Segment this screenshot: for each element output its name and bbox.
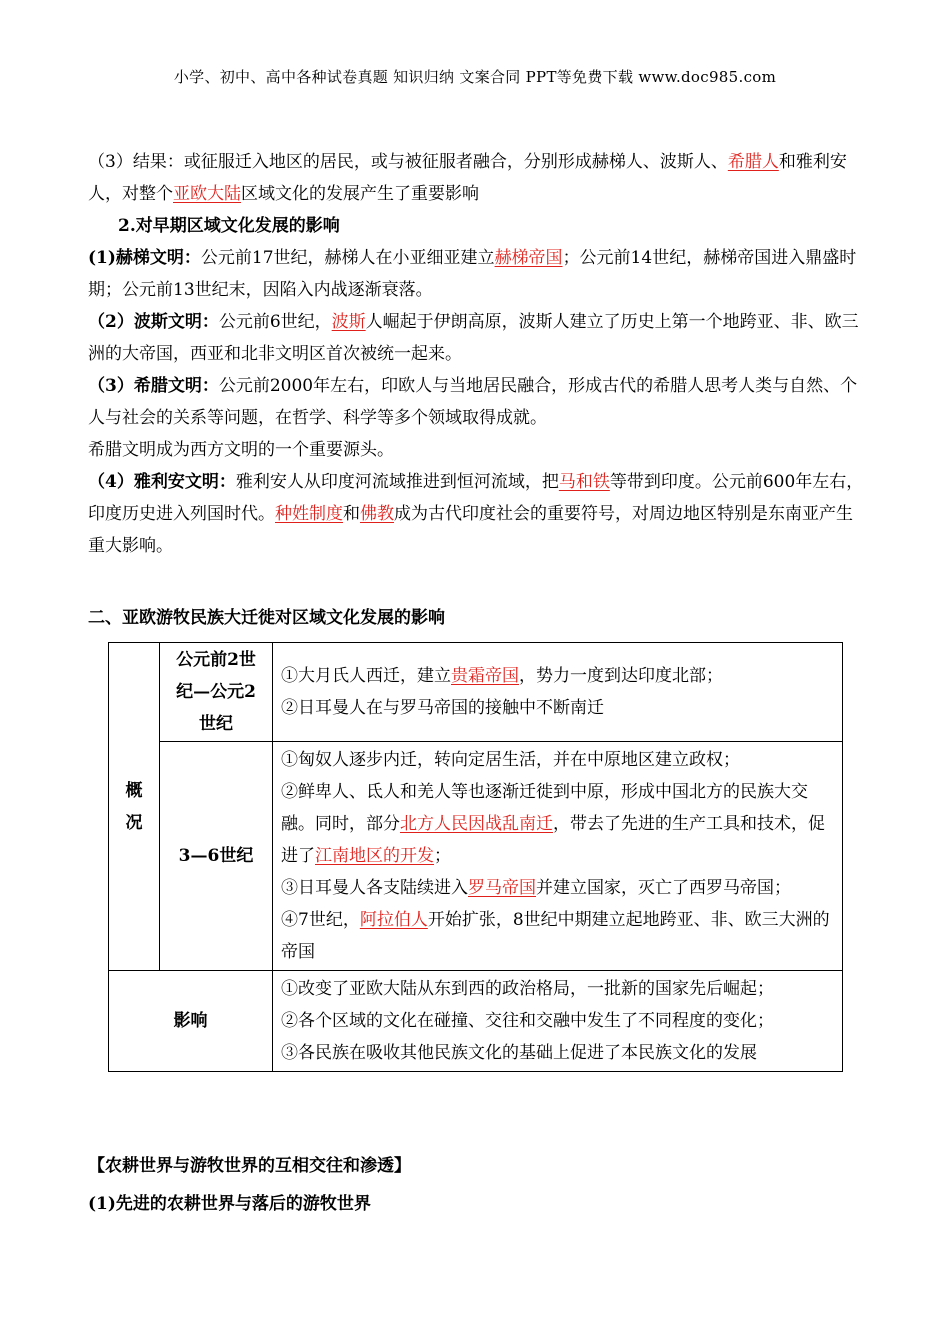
document-body <box>88 146 868 634</box>
table-line: ②各个区域的文化在碰撞、交往和交融中发生了不同程度的变化； <box>281 1011 774 1031</box>
text: 公元前6世纪， <box>218 312 332 332</box>
bottom-title: 【农耕世界与游牧世界的互相交往和渗透】 <box>88 1156 411 1176</box>
text: 开始扩张，8世纪中期建立起地跨亚、非、欧三大洲的帝国 <box>281 910 830 962</box>
text: ①大月氏人西迁，建立 <box>281 666 451 686</box>
text: ，势力一度到达印度北部； <box>519 666 723 686</box>
table-line: ②日耳曼人在与罗马帝国的接触中不断南迁 <box>281 698 604 718</box>
paragraph-greek-source: 希腊文明成为西方文明的一个重要源头。 <box>88 440 394 460</box>
table-line: ①匈奴人逐步内迁，转向定居生活，并在中原地区建立政权； <box>281 750 740 770</box>
text: 公元前17世纪，赫梯人在小亚细亚建立 <box>200 248 495 268</box>
bottom-section <box>88 1150 411 1220</box>
text: ③日耳曼人各支陆续进入 <box>281 878 468 898</box>
label: （2）波斯文明： <box>88 312 219 332</box>
text: 区域文化的发展产生了重要影响 <box>241 184 479 204</box>
highlight-greek: 希腊人 <box>727 152 779 172</box>
highlight-hittite-empire: 赫梯帝国 <box>494 248 563 268</box>
highlight-persia: 波斯 <box>331 312 366 332</box>
section-heading-migration: 二、亚欧游牧民族大迁徙对区域文化发展的影响 <box>88 608 445 628</box>
highlight-arabs: 阿拉伯人 <box>359 910 428 930</box>
period-cell-1 <box>160 643 273 742</box>
label: (1)赫梯文明： <box>88 248 201 268</box>
text: ④7世纪， <box>281 910 360 930</box>
highlight-roman-empire: 罗马帝国 <box>468 878 536 898</box>
text: 公元前2000年左右，印欧人与当地居民融合，形成古代的希腊人思考人类与自然、个人与社会的关系等问题，在哲学、科学等多个领域取得成就。 <box>88 376 858 428</box>
impact-label-cell: 影响 <box>109 971 273 1072</box>
highlight-south-migration: 北方人民因战乱南迁 <box>400 814 553 834</box>
overview-label: 概况 <box>125 780 143 833</box>
impact-content <box>273 971 843 1072</box>
text: 雅利安人从印度河流域推进到恒河流域，把 <box>235 472 559 492</box>
period-content-1 <box>273 643 843 742</box>
text: （3）结果：或征服迁入地区的居民，或与被征服者融合，分别形成赫梯人、波斯人、 <box>88 152 728 172</box>
subheading-influence: 2.对早期区域文化发展的影响 <box>118 216 340 236</box>
table-line <box>281 904 834 968</box>
highlight-eurasia: 亚欧大陆 <box>173 184 241 204</box>
text: 和雅利安人，对整个 <box>88 152 847 204</box>
text: ②鲜卑人、氐人和羌人等也逐渐迁徙到中原，形成中国北方的民族大交融。同时，部分 <box>281 782 808 834</box>
highlight-buddhism: 佛教 <box>360 504 394 524</box>
text: ；公元前14世纪，赫梯帝国进入鼎盛时期；公元前13世纪末，因陷入内战逐渐衰落。 <box>88 248 857 300</box>
table-line <box>281 660 834 692</box>
table-line <box>281 872 834 904</box>
text: 并建立国家，灭亡了西罗马帝国； <box>536 878 791 898</box>
period-content-2 <box>273 742 843 971</box>
overview-label-cell <box>109 643 160 971</box>
text: 和 <box>343 504 360 524</box>
highlight-jiangnan: 江南地区的开发 <box>315 846 434 866</box>
migration-table <box>108 642 843 1072</box>
text: ； <box>434 846 451 866</box>
page-header: 小学、初中、高中各种试卷真题 知识归纳 文案合同 PPT等免费下载 www.doc985.com <box>173 68 777 86</box>
text: 等带到印度。公元前600年左右，印度历史进入列国时代。 <box>88 472 864 524</box>
period-cell-2: 3—6世纪 <box>160 742 273 971</box>
paragraph-result <box>88 146 868 210</box>
highlight-caste: 种姓制度 <box>275 504 343 524</box>
text: ，带去了先进的生产工具和技术，促进了 <box>281 814 825 866</box>
highlight-horse-iron: 马和铁 <box>558 472 610 492</box>
paragraph-hittite <box>88 242 868 306</box>
highlight-kushan: 贵霜帝国 <box>451 666 519 686</box>
label: （3）希腊文明： <box>88 376 219 396</box>
text: 人崛起于伊朗高原，波斯人建立了历史上第一个地跨亚、非、欧三洲的大帝国，西亚和北非文明区首次被统一起来。 <box>88 312 859 364</box>
table-line <box>281 776 834 872</box>
paragraph-aryan <box>88 466 868 562</box>
period-label: 公元前2世纪—公元2世纪 <box>176 650 256 734</box>
label: （4）雅利安文明： <box>88 472 236 492</box>
paragraph-greek <box>88 370 868 434</box>
table-line: ①改变了亚欧大陆从东到西的政治格局，一批新的国家先后崛起； <box>281 979 774 999</box>
table-line: ③各民族在吸收其他民族文化的基础上促进了本民族文化的发展 <box>281 1043 757 1063</box>
bottom-subtitle: (1)先进的农耕世界与落后的游牧世界 <box>88 1194 371 1214</box>
text: 成为古代印度社会的重要符号，对周边地区特别是东南亚产生重大影响。 <box>88 504 853 556</box>
paragraph-persian <box>88 306 868 370</box>
